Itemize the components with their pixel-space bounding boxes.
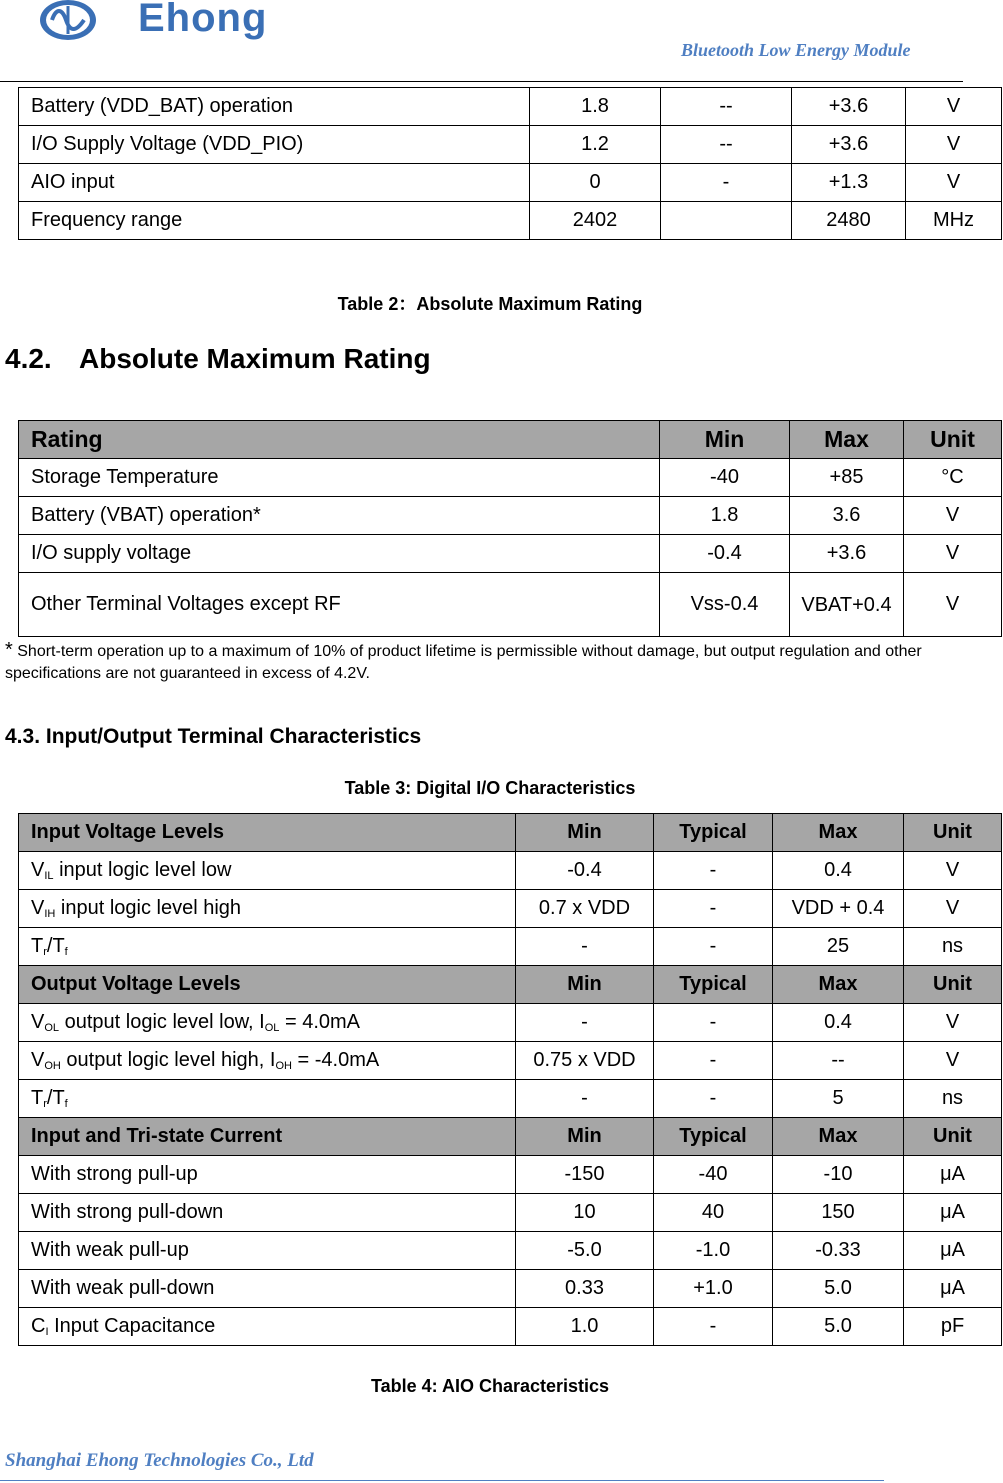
row-value: -0.4 [660,535,790,573]
label-text: Input Capacitance [48,1315,216,1337]
subscript: OL [44,1022,60,1034]
table-section-header [19,1118,1002,1156]
row-value: +3.6 [790,535,904,573]
row-value: V [904,497,1002,535]
row-value: V [904,890,1002,928]
row-value [661,202,792,240]
table-row [19,852,1002,890]
row-value: -- [661,88,792,126]
table-row [19,1156,1002,1194]
row-value: μA [904,1270,1002,1308]
section-number: 4.2. [5,343,52,374]
subscript: f [64,1098,68,1110]
label-text: T [31,935,44,957]
row-value: VBAT+0.4 [790,573,904,637]
row-value: ns [904,928,1002,966]
row-value: 5 [773,1080,904,1118]
label-text: input logic level high [55,897,242,919]
label-text: output logic level low, I [59,1011,265,1033]
label-text: output logic level high, I [60,1049,276,1071]
row-value: +3.6 [792,126,906,164]
column-header: Input and Tri-state Current [19,1118,516,1156]
table-row [19,459,1002,497]
row-value: - [654,1042,773,1080]
row-value: 10 [516,1194,654,1232]
table-row [19,88,1002,126]
row-label: With strong pull-up [19,1156,516,1194]
label-text: V [31,1049,45,1071]
table-row [19,164,1002,202]
section-title: Absolute Maximum Rating [79,343,431,374]
row-value: -- [773,1042,904,1080]
row-value: -150 [516,1156,654,1194]
row-value: - [654,890,773,928]
row-value: V [906,164,1002,202]
row-label [19,1004,516,1042]
column-header: Rating [19,421,660,459]
row-label: AIO input [19,164,530,202]
label-text: T [31,1087,44,1109]
footer-divider [0,1480,884,1481]
table-row [19,202,1002,240]
column-header: Unit [904,421,1002,459]
row-value: - [654,1308,773,1346]
row-value: +3.6 [792,88,906,126]
footnote [5,639,925,685]
table-row [19,1080,1002,1118]
label-text: V [31,1011,45,1033]
subscript: r [43,946,47,958]
row-value: 5.0 [773,1308,904,1346]
column-header: Typical [654,1118,773,1156]
column-header: Max [790,421,904,459]
column-header: Unit [904,814,1002,852]
table-row [19,497,1002,535]
row-label: Battery (VBAT) operation* [19,497,660,535]
table-row [19,1232,1002,1270]
row-value: 25 [773,928,904,966]
table-row [19,1004,1002,1042]
row-value: V [904,573,1002,637]
row-value: V [906,88,1002,126]
row-value: V [904,1042,1002,1080]
top-ratings-table [18,87,1002,240]
logo-text: Ehong [138,0,268,40]
table-4-caption: Table 4: AIO Characteristics [370,1376,610,1396]
row-value: - [516,1004,654,1042]
table-section-header [19,966,1002,1004]
subscript: IL [44,870,54,882]
row-value: 0.33 [516,1270,654,1308]
label-text: /T [46,935,65,957]
row-value: V [906,126,1002,164]
row-value: +85 [790,459,904,497]
column-header: Typical [654,814,773,852]
label-text: V [31,859,45,881]
table-row [19,535,1002,573]
table-row [19,1308,1002,1346]
table-section-header [19,814,1002,852]
subscript: OL [264,1022,280,1034]
column-header: Unit [904,966,1002,1004]
row-value: +1.0 [654,1270,773,1308]
section-4-2-heading [5,343,431,375]
digital-io-table [18,813,1002,1346]
row-value: -40 [660,459,790,497]
row-value: ns [904,1080,1002,1118]
footnote-text: Short-term operation up to a maximum of 10% of product lifetime is permissible without damage, but output regulation and other specifications are not guaranteed in excess of 4.2V. [5,643,922,682]
row-value: 1.8 [530,88,661,126]
row-value: -5.0 [516,1232,654,1270]
column-header: Max [773,1118,904,1156]
row-label [19,1080,516,1118]
row-value: 150 [773,1194,904,1232]
header-divider [0,81,963,82]
label-text: V [31,897,45,919]
row-value: VDD + 0.4 [773,890,904,928]
table-row [19,1194,1002,1232]
table-3-caption: Table 3: Digital I/O Characteristics [344,778,636,798]
column-header: Unit [904,1118,1002,1156]
row-label: Battery (VDD_BAT) operation [19,88,530,126]
label-text: /T [46,1087,65,1109]
ehong-logo-icon [38,0,98,44]
row-label: With weak pull-down [19,1270,516,1308]
row-value: - [654,1080,773,1118]
table-row [19,928,1002,966]
label-text: = -4.0mA [291,1049,380,1071]
row-label: Other Terminal Voltages except RF [19,573,660,637]
row-label [19,1308,516,1346]
row-label: Frequency range [19,202,530,240]
column-header: Max [773,814,904,852]
company-logo [38,0,268,44]
row-value: 1.0 [516,1308,654,1346]
subscript: OH [44,1060,61,1072]
row-value: 1.8 [660,497,790,535]
row-value: Vss-0.4 [660,573,790,637]
document-title: Bluetooth Low Energy Module [681,40,911,60]
footnote-star: * [5,639,13,661]
subscript: I [45,1326,49,1338]
column-header: Output Voltage Levels [19,966,516,1004]
label-text: input logic level low [53,859,232,881]
column-header: Max [773,966,904,1004]
row-value: - [654,1004,773,1042]
column-header: Min [516,814,654,852]
section-4-3-heading: 4.3. Input/Output Terminal Characteristics [5,725,422,748]
row-value: MHz [906,202,1002,240]
row-label [19,890,516,928]
row-value: μA [904,1156,1002,1194]
row-value: - [516,928,654,966]
row-value: V [904,1004,1002,1042]
row-value: μA [904,1194,1002,1232]
row-label [19,852,516,890]
row-value: 0.7 x VDD [516,890,654,928]
table-row [19,890,1002,928]
row-label: Storage Temperature [19,459,660,497]
row-value: - [654,852,773,890]
row-label [19,928,516,966]
label-text: = 4.0mA [279,1011,361,1033]
row-value: - [661,164,792,202]
table-row [19,126,1002,164]
row-value: 1.2 [530,126,661,164]
row-value: 3.6 [790,497,904,535]
table-2-caption: Table 2：Absolute Maximum Rating [337,294,643,314]
row-value: -10 [773,1156,904,1194]
column-header: Typical [654,966,773,1004]
row-value: °C [904,459,1002,497]
row-value: -0.4 [516,852,654,890]
table-row [19,573,1002,637]
row-value: μA [904,1232,1002,1270]
subscript: IH [44,908,56,920]
column-header: Min [516,966,654,1004]
table-header-row [19,421,1002,459]
row-value: -40 [654,1156,773,1194]
row-label: With strong pull-down [19,1194,516,1232]
row-value: -0.33 [773,1232,904,1270]
row-value: 2480 [792,202,906,240]
row-value: 2402 [530,202,661,240]
row-value: +1.3 [792,164,906,202]
row-label [19,1042,516,1080]
column-header: Input Voltage Levels [19,814,516,852]
row-label: With weak pull-up [19,1232,516,1270]
column-header: Min [660,421,790,459]
row-value: 0.75 x VDD [516,1042,654,1080]
row-value: 5.0 [773,1270,904,1308]
table-row [19,1042,1002,1080]
subscript: OH [275,1060,292,1072]
row-label: I/O Supply Voltage (VDD_PIO) [19,126,530,164]
row-value: - [654,928,773,966]
absolute-max-table [18,420,1002,637]
table-row [19,1270,1002,1308]
row-value: V [904,852,1002,890]
subscript: f [64,946,68,958]
label-text: C [31,1315,46,1337]
column-header: Min [516,1118,654,1156]
row-value: - [516,1080,654,1118]
row-label: I/O supply voltage [19,535,660,573]
row-value: 40 [654,1194,773,1232]
footer-company: Shanghai Ehong Technologies Co., Ltd [5,1450,314,1471]
row-value: V [904,535,1002,573]
row-value: pF [904,1308,1002,1346]
row-value: 0 [530,164,661,202]
row-value: 0.4 [773,1004,904,1042]
row-value: -1.0 [654,1232,773,1270]
row-value: 0.4 [773,852,904,890]
subscript: r [43,1098,47,1110]
row-value: -- [661,126,792,164]
